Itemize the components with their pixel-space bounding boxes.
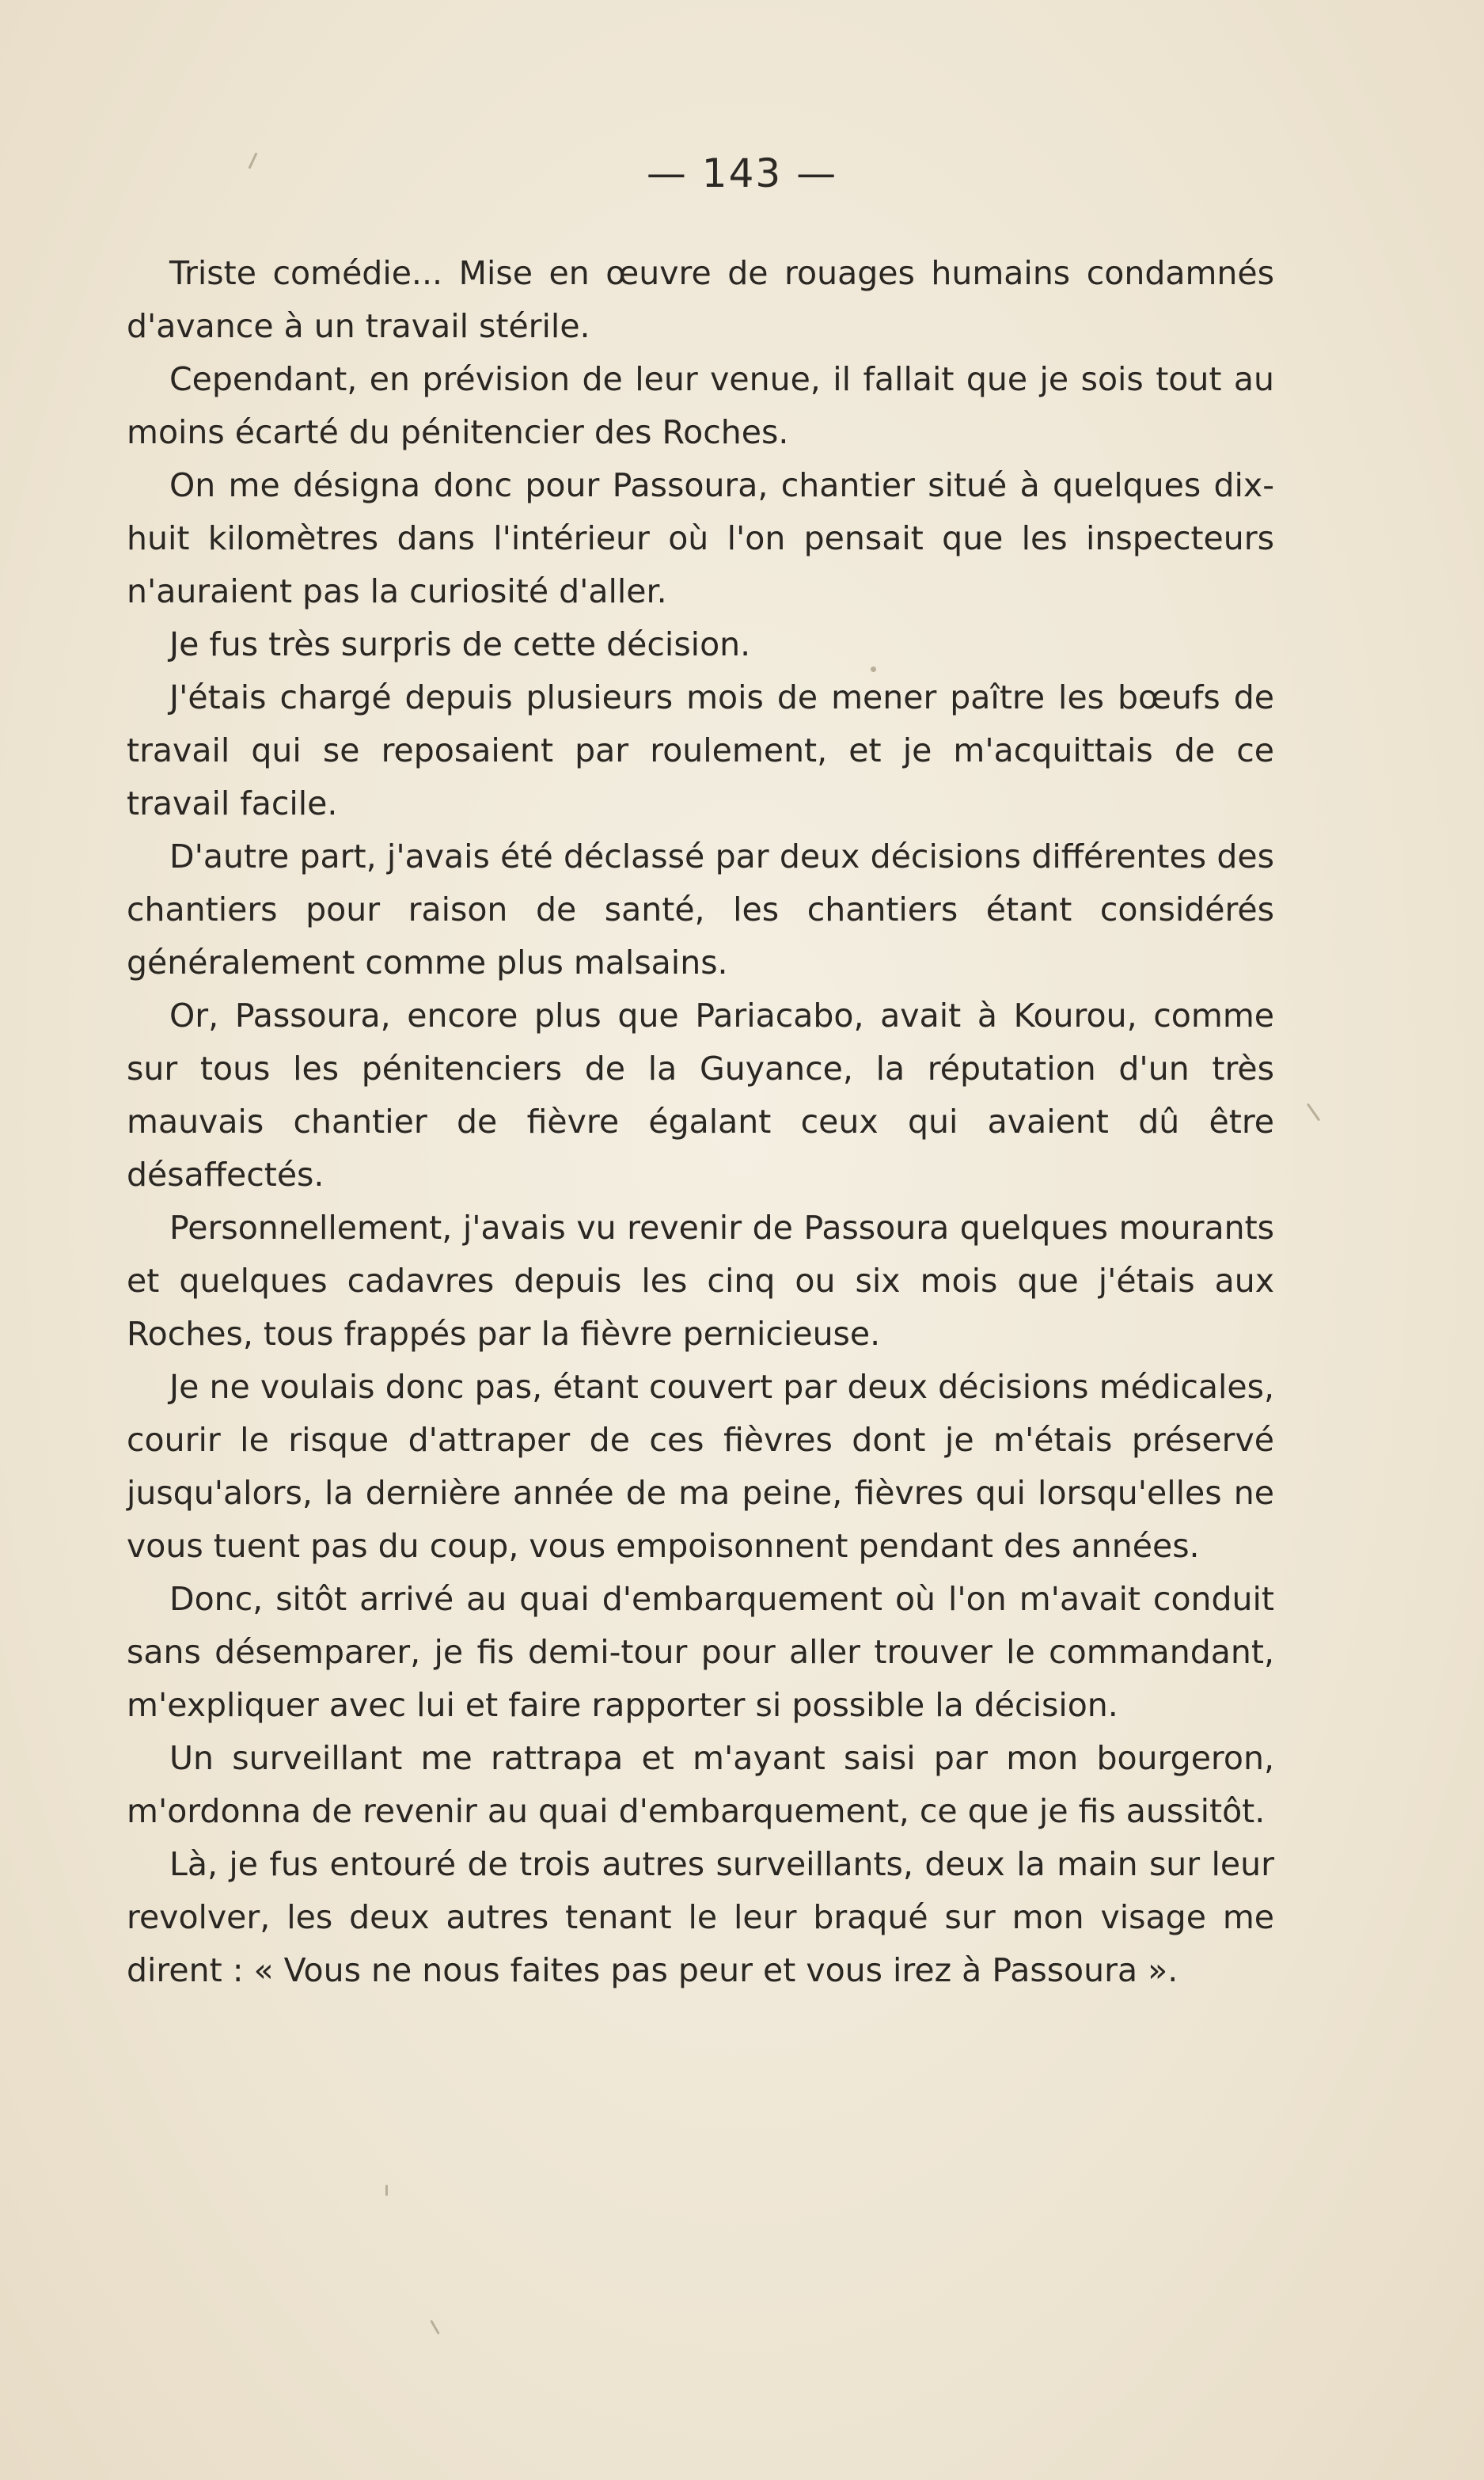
paragraph: Or, Passoura, encore plus que Pariacabo, avait à Kourou, comme sur tous les pénitenciers de la Guyance, la réputation d'un très mauvais chantier de fièvre égalant ceux qui avaient dû être désaffectés. (127, 997, 1274, 1194)
paper-speck (1307, 1103, 1320, 1121)
page-number: — 143 — (646, 150, 838, 196)
paragraph: Je fus très surpris de cette décision. (169, 625, 751, 663)
paragraph: J'étais chargé depuis plusieurs mois de mener paître les bœufs de travail qui se reposaient par roulement, et je m'acquittais de ce travail facile. (127, 678, 1274, 822)
paper-speck (871, 667, 876, 672)
body-text (127, 247, 1274, 1997)
paragraph: Je ne voulais donc pas, étant couvert par deux décisions médicales, courir le risque d'attraper de ces fièvres dont je m'étais préservé jusqu'alors, la dernière année de ma peine, fièvres qui lorsqu'elles ne vous tuent pas du coup, vous empoisonnent pendant des années. (127, 1368, 1274, 1565)
paragraph: Là, je fus entouré de trois autres surveillants, deux la main sur leur revolver, les deux autres tenant le leur braqué sur mon visage me dirent : « Vous ne nous faites pas peur et vous irez à Passoura ». (127, 1845, 1274, 1989)
paper-speck (385, 2185, 388, 2196)
paragraph: On me désigna donc pour Passoura, chantier situé à quelques dix-huit kilomètres dans l'intérieur où l'on pensait que les inspecteurs n'auraient pas la curiosité d'aller. (127, 466, 1274, 610)
paragraph: D'autre part, j'avais été déclassé par deux décisions différentes des chantiers pour raison de santé, les chantiers étant considérés généralement comme plus malsains. (127, 837, 1274, 982)
paragraph: Cependant, en prévision de leur venue, il fallait que je sois tout au moins écarté du pénitencier des Roches. (127, 360, 1274, 451)
paper-speck (430, 2320, 440, 2335)
paragraph: Donc, sitôt arrivé au quai d'embarquement où l'on m'avait conduit sans désemparer, je fis demi-tour pour aller trouver le commandant, m'expliquer avec lui et faire rapporter si possible la décision. (127, 1580, 1274, 1724)
paragraph: Personnellement, j'avais vu revenir de Passoura quelques mourants et quelques cadavres depuis les cinq ou six mois que j'étais aux Roches, tous frappés par la fièvre pernicieuse. (127, 1209, 1274, 1353)
paragraph: Un surveillant me rattrapa et m'ayant saisi par mon bourgeron, m'ordonna de revenir au quai d'embarquement, ce que je fis aussitôt. (127, 1739, 1274, 1830)
paragraph: Triste comédie... Mise en œuvre de rouages humains condamnés d'avance à un travail stérile. (127, 254, 1274, 345)
